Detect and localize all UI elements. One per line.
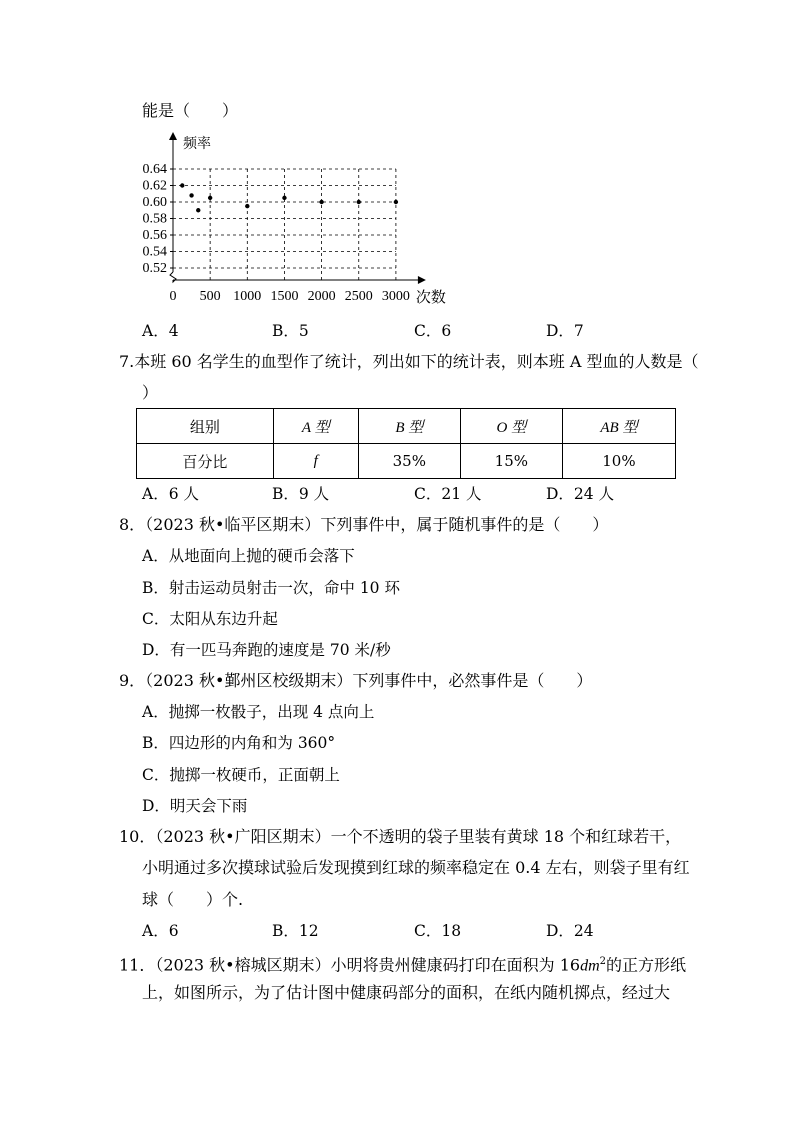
data-point	[394, 200, 398, 204]
data-point	[189, 193, 193, 197]
q8-option-b[interactable]: B．射击运动员射击一次，命中 10 环	[142, 579, 400, 597]
chart-grid	[173, 169, 396, 280]
q9-option-b[interactable]: B．四边形的内角和为 360°	[142, 734, 336, 752]
q7-option-d[interactable]: D．24 人	[546, 485, 615, 503]
blood-type-table	[136, 408, 676, 479]
x-axis-label: 次数	[415, 290, 446, 306]
table-cell: 百分比	[137, 444, 274, 479]
table-cell: 10%	[562, 444, 675, 479]
x-tick-label: 1000	[233, 289, 262, 304]
q10-stem-line1: 10．（2023 秋•广阳区期末）一个不透明的袋子里装有黄球 18 个和红球若干，	[119, 827, 682, 846]
y-tick-label: 0.54	[142, 244, 167, 260]
table-row	[137, 444, 676, 479]
q8-option-a[interactable]: A．从地面向上抛的硬币会落下	[142, 547, 355, 565]
table-cell: O 型	[460, 409, 562, 444]
q8-stem: 8．（2023 秋•临平区期末）下列事件中，属于随机事件的是（ ）	[119, 515, 609, 534]
chart-axes	[169, 132, 426, 284]
q6-option-d[interactable]: D．7	[546, 322, 584, 340]
q9-option-d[interactable]: D．明天会下雨	[142, 797, 248, 815]
q7-stem-line2: ）	[142, 383, 159, 402]
q9-option-c[interactable]: C．抛掷一枚硬币，正面朝上	[142, 766, 340, 784]
y-axis-arrow	[169, 132, 177, 140]
data-point	[357, 200, 361, 204]
table-cell: AB 型	[562, 409, 675, 444]
q10-stem-line2: 小明通过多次摸球试验后发现摸到红球的频率稳定在 0.4 左右，则袋子里有红	[142, 858, 690, 877]
q10-stem-line3: 球（ ）个.	[142, 890, 244, 909]
q11-unit-exponent: 2	[599, 956, 606, 967]
q10-option-c[interactable]: C．18	[414, 922, 462, 940]
q9-stem: 9．（2023 秋•鄞州区校级期末）下列事件中，必然事件是（ ）	[119, 671, 593, 690]
table-cell: f	[273, 444, 358, 479]
q7-option-b[interactable]: B．9 人	[272, 485, 330, 503]
data-point	[180, 183, 184, 187]
table-cell: B 型	[358, 409, 460, 444]
data-point	[282, 196, 286, 200]
q7-option-c[interactable]: C．21 人	[414, 485, 482, 503]
y-tick-label: 0.58	[142, 211, 167, 227]
data-point	[319, 200, 323, 204]
data-point	[208, 196, 212, 200]
x-tick-label: 2500	[344, 289, 373, 304]
q11-unit: dm	[580, 957, 600, 975]
q11-stem-line1	[119, 952, 686, 976]
q9-option-a[interactable]: A．抛掷一枚骰子，出现 4 点向上	[142, 703, 375, 721]
q10-option-b[interactable]: B．12	[272, 922, 319, 940]
x-tick-label: 2000	[307, 289, 336, 304]
x-axis-arrow	[418, 276, 426, 284]
q7-stem-line1: 7.本班 60 名学生的血型作了统计，列出如下的统计表，则本班 A 型血的人数是（	[119, 352, 699, 371]
y-tick-label: 0.62	[142, 178, 167, 194]
q10-option-d[interactable]: D．24	[546, 922, 594, 940]
q6-option-a[interactable]: A．4	[142, 322, 179, 340]
q11-text-b: 的正方形纸	[606, 955, 687, 975]
table-cell: 35%	[358, 444, 460, 479]
table-cell: 组别	[137, 409, 274, 444]
q11-stem-line2: 上，如图所示，为了估计图中健康码部分的面积，在纸内随机掷点，经过大	[142, 983, 671, 1002]
table-header-row	[137, 409, 676, 444]
q6-option-c[interactable]: C．6	[414, 322, 452, 340]
chart-points	[180, 183, 398, 212]
q6-option-b[interactable]: B．5	[272, 322, 309, 340]
frequency-chart	[140, 130, 460, 330]
table-cell: A 型	[273, 409, 358, 444]
q8-option-c[interactable]: C．太阳从东边升起	[142, 610, 278, 628]
q8-option-d[interactable]: D．有一匹马奔跑的速度是 70 米/秒	[142, 641, 391, 659]
y-tick-label: 0.60	[142, 195, 167, 210]
q7-option-a[interactable]: A．6 人	[142, 485, 199, 503]
x-tick-label: 3000	[381, 289, 410, 304]
y-axis-label: 频率	[183, 137, 211, 152]
q11-text-a: 11．（2023 秋•榕城区期末）小明将贵州健康码打印在面积为 16	[119, 955, 581, 975]
table-cell: 15%	[460, 444, 562, 479]
q10-option-a[interactable]: A．6	[142, 922, 179, 940]
q6-tail: 能是（ ）	[142, 101, 239, 120]
data-point	[196, 208, 200, 212]
x-tick-label: 500	[199, 289, 221, 304]
y-tick-label: 0.52	[142, 261, 167, 276]
y-tick-label: 0.64	[142, 162, 167, 177]
y-tick-label: 0.56	[142, 228, 167, 243]
y-axis-break	[170, 272, 176, 282]
data-point	[245, 204, 249, 208]
x-tick-label: 0	[169, 289, 177, 304]
x-tick-label: 1500	[270, 289, 299, 304]
